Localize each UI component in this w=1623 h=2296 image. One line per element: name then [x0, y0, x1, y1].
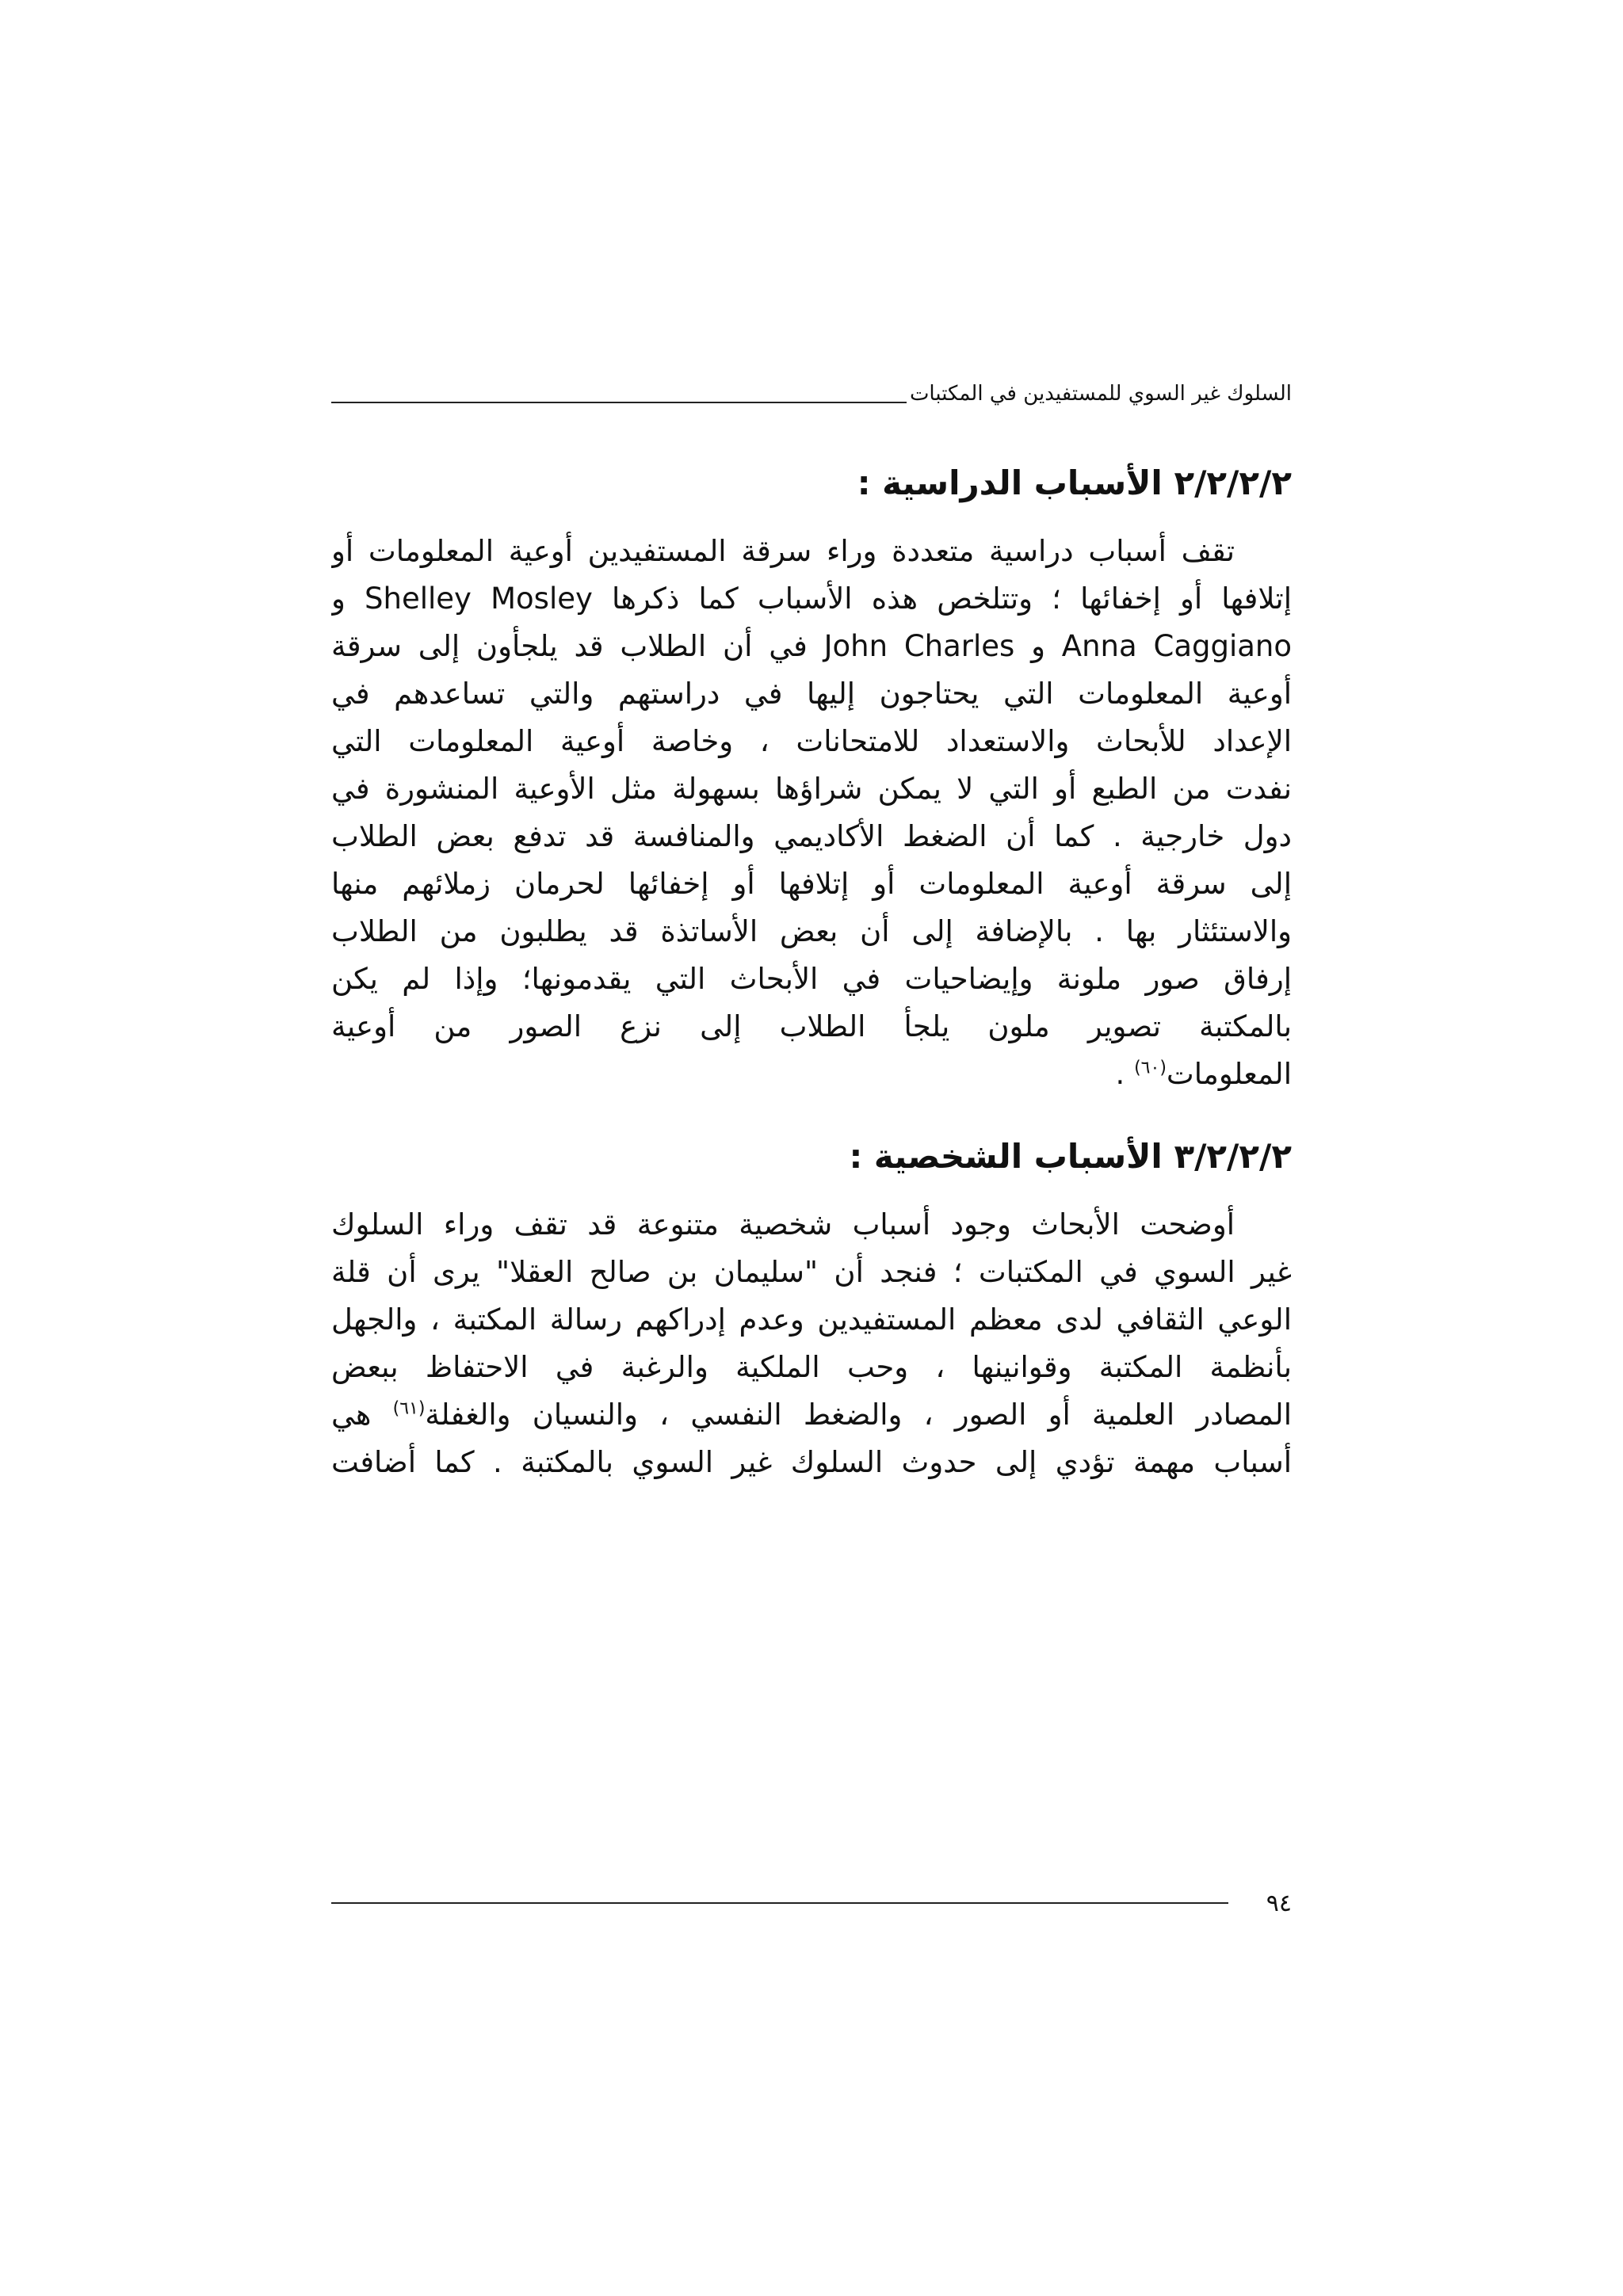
paragraph-line: إلى سرقة أوعية المعلومات أو إتلافها أو إخفائها لحرمان زملائهم منها	[331, 867, 1292, 901]
spacer	[331, 507, 1292, 528]
paragraph-line: أوضحت الأبحاث وجود أسباب شخصية متنوعة قد تقف وراء السلوك	[331, 1207, 1235, 1241]
paragraph-line: الإعداد للأبحاث والاستعداد للامتحانات ، وخاصة أوعية المعلومات التي	[331, 724, 1292, 758]
paragraph-line: الوعي الثقافي لدى معظم المستفيدين وعدم إدراكهم رسالة المكتبة ، والجهل	[331, 1302, 1292, 1337]
paragraph-line: Anna Caggiano و John Charles في أن الطلاب قد يلجأون إلى سرقة	[331, 629, 1292, 663]
paragraph-last-line	[331, 1051, 1292, 1098]
paragraph-line: والاستئثار بها . بالإضافة إلى أن بعض الأساتذة قد يطلبون من الطلاب	[331, 914, 1292, 948]
page-body	[331, 460, 1292, 1486]
header-rule	[331, 402, 907, 403]
page-footer	[331, 1887, 1292, 1919]
paragraph-study-reasons	[331, 528, 1292, 1098]
footnote-marker: (٦٠)	[1134, 1058, 1167, 1078]
spacer	[331, 1180, 1292, 1201]
running-header	[331, 374, 1292, 406]
line-text: المصادر العلمية أو الصور ، والضغط النفسي ، والنسيان والغفلة	[425, 1398, 1292, 1432]
line-text: المعلومات	[1166, 1057, 1292, 1091]
paragraph-line: غير السوي في المكتبات ؛ فنجد أن "سليمان بن صالح العقلا" يرى أن قلة	[331, 1255, 1292, 1289]
paragraph-line: بأنظمة المكتبة وقوانينها ، وحب الملكية والرغبة في الاحتفاظ ببعض	[331, 1350, 1292, 1384]
paragraph-line: نفدت من الطبع أو التي لا يمكن شراؤها بسهولة مثل الأوعية المنشورة في	[331, 772, 1292, 806]
paragraph-personal-reasons	[331, 1201, 1292, 1486]
section-heading-study-reasons: ٢/٢/٢/٢ الأسباب الدراسية :	[857, 463, 1292, 502]
paragraph-line: إتلافها أو إخفائها ؛ وتتلخص هذه الأسباب كما ذكرها Shelley Mosley و	[331, 582, 1292, 616]
footnote-marker: (٦١)	[392, 1398, 426, 1419]
paragraph-line: أوعية المعلومات التي يحتاجون إليها في دراستهم والتي تساعدهم في	[331, 677, 1292, 711]
paragraph-line-with-footnote	[331, 1391, 1292, 1439]
line-text: هي	[331, 1398, 393, 1432]
paragraph-line: أسباب مهمة تؤدي إلى حدوث السلوك غير السوي بالمكتبة . كما أضافت	[331, 1445, 1292, 1479]
paragraph-line: إرفاق صور ملونة وإيضاحيات في الأبحاث التي يقدمونها؛ وإذا لم يكن	[331, 962, 1292, 996]
paragraph-line: دول خارجية . كما أن الضغط الأكاديمي والمنافسة قد تدفع بعض الطلاب	[331, 819, 1292, 853]
page-number: ٩٤	[1266, 1889, 1292, 1917]
footer-rule	[331, 1902, 1228, 1904]
running-header-title: السلوك غير السوي للمستفيدين في المكتبات	[909, 382, 1292, 406]
paragraph-line: بالمكتبة تصوير ملون يلجأ الطلاب إلى نزع الصور من أوعية	[331, 1009, 1292, 1043]
spacer	[331, 1098, 1292, 1133]
line-end: .	[1115, 1057, 1135, 1091]
paragraph-line: تقف أسباب دراسية متعددة وراء سرقة المستفيدين أوعية المعلومات أو	[331, 534, 1235, 568]
section-heading-personal-reasons: ٣/٢/٢/٢ الأسباب الشخصية :	[849, 1137, 1292, 1176]
